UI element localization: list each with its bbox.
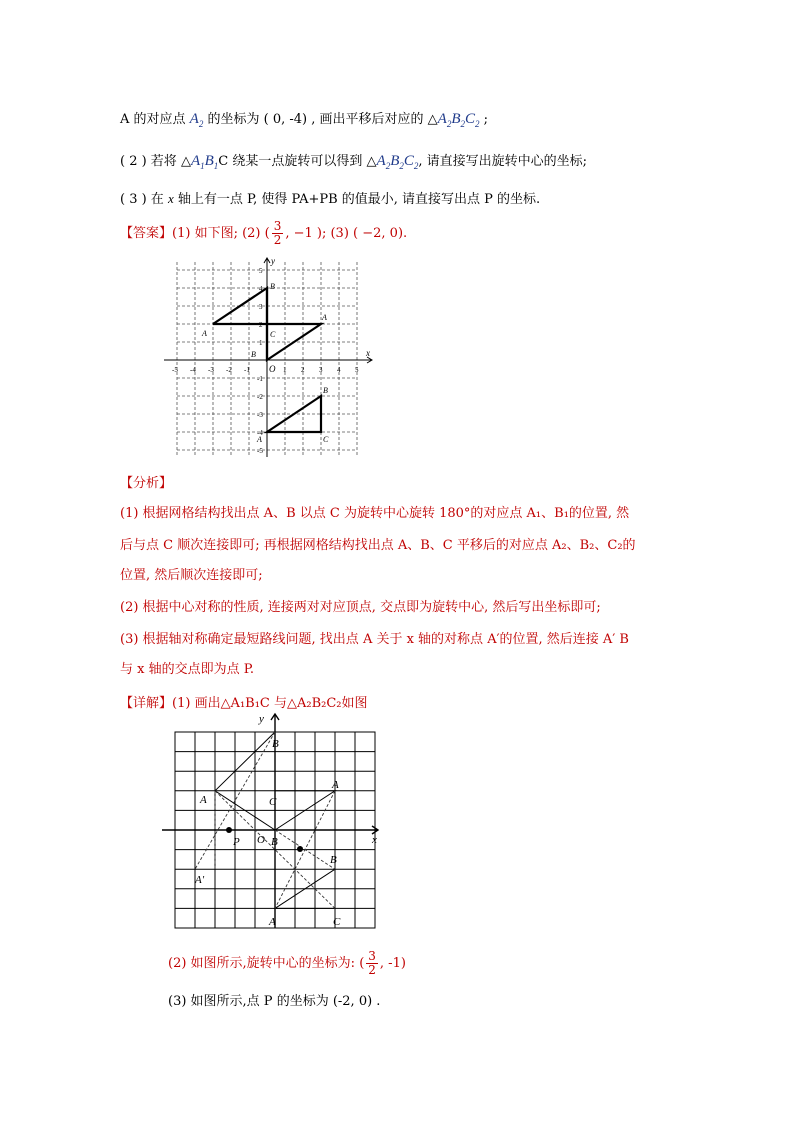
- svg-text:3: 3: [319, 366, 323, 374]
- svg-text:5: 5: [355, 366, 359, 374]
- svg-text:y: y: [271, 256, 275, 266]
- svg-text:1: 1: [259, 339, 263, 347]
- detail-line: 【详解】(1) 画出△A₁B₁C 与△A₂B₂C₂如图: [120, 696, 368, 711]
- construction-lines: [195, 732, 335, 908]
- svg-text:B: B: [272, 738, 279, 750]
- tick-labels: [172, 267, 359, 455]
- svg-text:A: A: [269, 916, 276, 928]
- analysis-line-3: 位置, 然后顺次连接即可;: [120, 568, 263, 583]
- question-line-3: ( 3 ) 在 x 轴上有一点 P, 使得 PA+PB 的值最小, 请直接写出点 P 的坐标.: [120, 191, 541, 207]
- svg-text:-5: -5: [172, 366, 178, 374]
- svg-text:5: 5: [259, 267, 263, 275]
- figure-2-coordinate-grid: [160, 712, 382, 930]
- svg-text:B: B: [270, 282, 275, 291]
- svg-text:A: A: [322, 313, 327, 322]
- svg-text:-1: -1: [257, 375, 263, 383]
- svg-text:O: O: [269, 364, 276, 374]
- svg-text:C: C: [270, 330, 276, 339]
- svg-text:C: C: [323, 435, 329, 444]
- svg-text:-4: -4: [190, 366, 196, 374]
- svg-text:B: B: [323, 386, 328, 395]
- svg-text:-3: -3: [208, 366, 214, 374]
- svg-text:-4: -4: [257, 429, 263, 437]
- figure-1-coordinate-grid: [160, 256, 380, 461]
- svg-text:1: 1: [283, 366, 287, 374]
- svg-text:B: B: [330, 854, 337, 866]
- solution-fraction: $\frac{3}{2}$: [368, 949, 376, 977]
- svg-text:A: A: [202, 329, 207, 338]
- point-p: [226, 827, 232, 833]
- rotation-center: [297, 846, 303, 852]
- answer-fraction: $\frac{3}{2}$: [273, 219, 282, 247]
- analysis-line-4: (2) 根据中心对称的性质, 连接两对对应顶点, 交点即为旋转中心, 然后写出坐标即可;: [120, 600, 601, 615]
- point-a2-label: $A_2$: [189, 111, 204, 129]
- svg-text:C: C: [333, 916, 341, 928]
- svg-text:A: A: [332, 779, 339, 791]
- svg-text:A: A: [257, 435, 262, 444]
- svg-text:-2: -2: [257, 393, 263, 401]
- svg-text:A′: A′: [195, 874, 205, 886]
- triangle-a2b2c2-label-2: $A_2B_2C_2$: [376, 153, 419, 171]
- svg-text:x: x: [366, 348, 370, 358]
- svg-text:x: x: [372, 834, 377, 846]
- triangle-a2b2c2-label: $A_2B_2C_2$: [437, 111, 480, 129]
- svg-text:B: B: [251, 350, 256, 359]
- analysis-line-5: (3) 根据轴对称确定最短路线问题, 找出点 A 关于 x 轴的对称点 A′的位置, 然后连接 A′ B: [120, 632, 629, 647]
- triangle-a1b1-label: $A_1B_1$: [190, 153, 219, 171]
- solution-line-3: (3) 如图所示,点 P 的坐标为 (-2, 0) .: [168, 994, 381, 1009]
- axes-2: [162, 714, 378, 928]
- analysis-line-6: 与 x 轴的交点即为点 P.: [120, 662, 254, 677]
- svg-text:3: 3: [259, 303, 263, 311]
- svg-text:B: B: [271, 836, 278, 848]
- svg-text:-3: -3: [257, 411, 263, 419]
- svg-text:-2: -2: [226, 366, 232, 374]
- svg-text:4: 4: [337, 366, 341, 374]
- svg-text:O: O: [257, 834, 265, 846]
- triangle-abc-a1b1: [213, 288, 321, 360]
- svg-text:-1: -1: [244, 366, 250, 374]
- svg-text:4: 4: [259, 285, 263, 293]
- svg-text:2: 2: [301, 366, 305, 374]
- answer-line: 【答案】(1) 如下图; (2) ( $\frac{3}{2}$ , −1 ); (3) ( −2, 0).: [120, 219, 408, 247]
- analysis-line-1: (1) 根据网格结构找出点 A、B 以点 C 为旋转中心旋转 180°的对应点 A₁、B₁的位置, 然: [120, 506, 630, 521]
- svg-text:P: P: [233, 836, 240, 848]
- svg-text:y: y: [259, 713, 264, 725]
- analysis-line-2: 后与点 C 顺次连接即可; 再根据网格结构找出点 A、B、C 平移后的对应点 A₂、B₂、C₂的: [120, 538, 636, 553]
- svg-text:C: C: [269, 796, 277, 808]
- question-line-2: ( 2 ) 若将 $\triangle A_1B_1C$ 绕某一点旋转可以得到 $\triangle A_2B_2C_2$, 请直接写出旋转中心的坐标;: [120, 153, 588, 171]
- solution-line-2: (2) 如图所示,旋转中心的坐标为: ( $\frac{3}{2}$ , -1): [168, 949, 406, 977]
- analysis-tag: 【分析】: [120, 476, 173, 491]
- question-line-1: A 的对应点 $A_2$ 的坐标为 ( 0, -4) , 画出平移后对应的 $\triangle A_2B_2C_2$ ;: [120, 111, 489, 129]
- svg-text:A: A: [200, 794, 207, 806]
- svg-text:-5: -5: [257, 447, 263, 455]
- svg-text:2: 2: [259, 321, 263, 329]
